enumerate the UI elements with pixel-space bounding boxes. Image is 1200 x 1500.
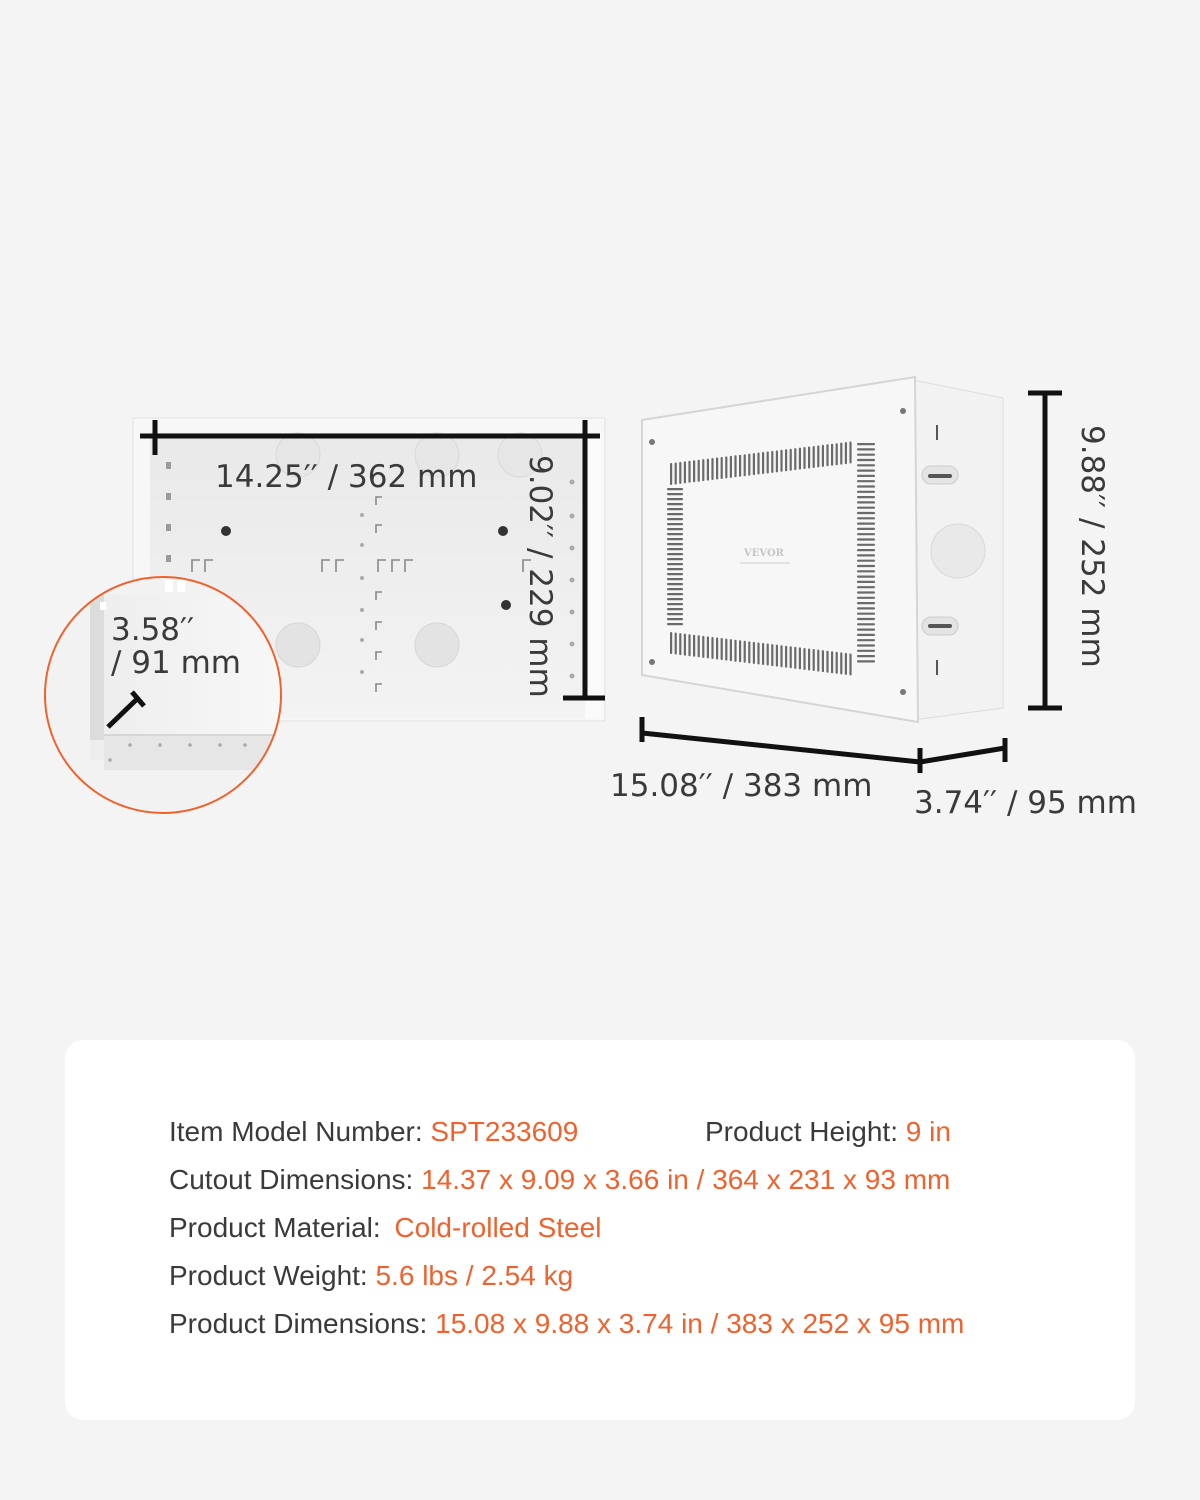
vent-slot bbox=[857, 660, 875, 662]
vent-slot bbox=[790, 449, 792, 471]
vent-slot bbox=[667, 573, 683, 575]
vent-slot bbox=[744, 454, 746, 476]
vent-slot bbox=[857, 443, 875, 445]
vent-slot bbox=[684, 634, 686, 656]
vent-slot bbox=[831, 444, 833, 466]
vent-slot bbox=[857, 475, 875, 477]
vent-slot bbox=[826, 444, 828, 466]
vent-slot bbox=[813, 649, 815, 671]
vent-slot bbox=[725, 639, 727, 661]
vent-slot bbox=[857, 655, 875, 657]
vent-slot bbox=[667, 523, 683, 525]
vent-slot bbox=[857, 591, 875, 593]
vent-slot bbox=[744, 641, 746, 663]
vent-slot bbox=[857, 485, 875, 487]
vent-slot bbox=[857, 629, 875, 631]
vent-slot bbox=[857, 544, 875, 546]
vent-slot bbox=[748, 454, 750, 476]
vent-slot bbox=[857, 512, 875, 514]
vent-slot bbox=[698, 460, 700, 482]
vent-slot bbox=[667, 513, 683, 515]
vent-slot bbox=[670, 463, 672, 485]
vent-slot bbox=[857, 549, 875, 551]
vent-slot bbox=[667, 493, 683, 495]
vent-slot bbox=[698, 635, 700, 657]
vent-slot bbox=[679, 462, 681, 484]
vent-slot bbox=[799, 647, 801, 669]
vent-slot bbox=[840, 652, 842, 674]
vent-slot bbox=[817, 650, 819, 672]
vent-slot bbox=[734, 640, 736, 662]
vent-slot bbox=[857, 480, 875, 482]
vent-slot bbox=[849, 653, 851, 675]
weight-label: Product Weight: bbox=[169, 1260, 368, 1291]
vent-slot bbox=[780, 450, 782, 472]
vent-slot bbox=[857, 634, 875, 636]
vent-slot bbox=[667, 588, 683, 590]
vent-slot bbox=[748, 641, 750, 663]
vent-slot bbox=[667, 613, 683, 615]
spec-row-weight bbox=[169, 1260, 573, 1292]
vent-slot bbox=[667, 568, 683, 570]
vent-slot bbox=[693, 460, 695, 482]
vent-slot bbox=[857, 501, 875, 503]
vent-slot bbox=[857, 650, 875, 652]
vent-slot bbox=[857, 491, 875, 493]
vent-slot bbox=[822, 445, 824, 467]
vent-slot bbox=[826, 651, 828, 673]
vent-slot bbox=[679, 633, 681, 655]
vent-slot bbox=[845, 653, 847, 675]
vent-slot bbox=[675, 633, 677, 655]
vent-slot bbox=[667, 528, 683, 530]
vent-slot bbox=[803, 648, 805, 670]
vent-slot bbox=[757, 642, 759, 664]
vent-slot bbox=[785, 646, 787, 668]
vent-slot bbox=[813, 446, 815, 468]
vent-slot bbox=[836, 443, 838, 465]
spec-row-height bbox=[705, 1116, 951, 1148]
vent-slot bbox=[667, 543, 683, 545]
vent-slot bbox=[667, 538, 683, 540]
vent-slot bbox=[794, 647, 796, 669]
vent-slot bbox=[730, 639, 732, 661]
vent-slot bbox=[675, 462, 677, 484]
cutout-label: Cutout Dimensions: bbox=[169, 1164, 414, 1195]
vent-slot bbox=[716, 638, 718, 660]
vent-slot bbox=[857, 507, 875, 509]
outer-depth-dimension-line bbox=[920, 738, 1005, 762]
vent-slot bbox=[857, 560, 875, 562]
vent-slot bbox=[725, 456, 727, 478]
height-label: Product Height: bbox=[705, 1116, 898, 1147]
vent-slot bbox=[688, 461, 690, 483]
vent-slot bbox=[857, 528, 875, 530]
vent-slot bbox=[857, 570, 875, 572]
spec-row-cutout bbox=[169, 1164, 950, 1196]
vent-slot bbox=[667, 498, 683, 500]
vent-slot bbox=[857, 581, 875, 583]
vent-slot bbox=[730, 456, 732, 478]
vent-slot bbox=[857, 533, 875, 535]
vent-slot bbox=[808, 447, 810, 469]
spec-row-material bbox=[169, 1212, 601, 1244]
vent-slot bbox=[667, 508, 683, 510]
vent-slot bbox=[753, 642, 755, 664]
vent-slot bbox=[799, 448, 801, 470]
vent-slot bbox=[716, 458, 718, 480]
vent-slot bbox=[857, 464, 875, 466]
vent-slot bbox=[667, 548, 683, 550]
vent-slot bbox=[757, 453, 759, 475]
closed-box-view bbox=[610, 377, 1137, 821]
outer-depth-label: 3.74′′ / 95 mm bbox=[914, 785, 1137, 821]
vent-slot bbox=[857, 597, 875, 599]
vent-slot bbox=[702, 459, 704, 481]
vent-slot bbox=[667, 533, 683, 535]
vent-slot bbox=[845, 442, 847, 464]
vent-slot bbox=[776, 645, 778, 667]
height-value: 9 in bbox=[905, 1116, 951, 1147]
vent-slot bbox=[857, 618, 875, 620]
vent-slot bbox=[857, 576, 875, 578]
vent-slot bbox=[667, 518, 683, 520]
vent-slot bbox=[857, 459, 875, 461]
vent-slot bbox=[721, 638, 723, 660]
vent-slot bbox=[857, 523, 875, 525]
vent-slot bbox=[857, 644, 875, 646]
vent-slot bbox=[711, 458, 713, 480]
outer-height-dimension-line bbox=[1028, 393, 1062, 708]
vent-slot bbox=[857, 586, 875, 588]
vent-slot bbox=[857, 538, 875, 540]
outer-height-label: 9.88′′ / 252 mm bbox=[1074, 425, 1110, 668]
vent-slot bbox=[785, 449, 787, 471]
material-value: Cold-rolled Steel bbox=[394, 1212, 602, 1243]
brand-logo: VEVOR bbox=[744, 548, 784, 559]
model-value: SPT233609 bbox=[430, 1116, 579, 1147]
outer-width-label: 15.08′′ / 383 mm bbox=[610, 768, 873, 804]
cutout-value: 14.37 x 9.09 x 3.66 in / 364 x 231 x 93 mm bbox=[421, 1164, 951, 1195]
vent-slot bbox=[667, 593, 683, 595]
vent-slot bbox=[831, 651, 833, 673]
vent-slot bbox=[667, 608, 683, 610]
vent-slot bbox=[667, 488, 683, 490]
vent-slot bbox=[739, 640, 741, 662]
vent-slot bbox=[857, 613, 875, 615]
weight-value: 5.6 lbs / 2.54 kg bbox=[375, 1260, 574, 1291]
vent-slot bbox=[776, 450, 778, 472]
vent-slot bbox=[667, 578, 683, 580]
vent-slot bbox=[739, 455, 741, 477]
spec-card bbox=[65, 1040, 1135, 1420]
vent-slot bbox=[840, 443, 842, 465]
vent-slot bbox=[767, 451, 769, 473]
vent-slot bbox=[688, 634, 690, 656]
dimensions-label: Product Dimensions: bbox=[169, 1308, 428, 1339]
vent-slot bbox=[857, 454, 875, 456]
vent-slot bbox=[684, 461, 686, 483]
spec-row-model bbox=[169, 1116, 578, 1148]
vent-slot bbox=[767, 644, 769, 666]
vent-slot bbox=[667, 623, 683, 625]
vent-slot bbox=[702, 636, 704, 658]
vent-slot bbox=[670, 632, 672, 654]
vent-slot bbox=[667, 603, 683, 605]
vent-slot bbox=[771, 644, 773, 666]
vent-slot bbox=[808, 649, 810, 671]
vent-slot bbox=[667, 618, 683, 620]
model-label: Item Model Number: bbox=[169, 1116, 423, 1147]
vent-slot bbox=[762, 452, 764, 474]
vent-slot bbox=[857, 470, 875, 472]
vent-slot bbox=[817, 445, 819, 467]
vent-slot bbox=[857, 517, 875, 519]
vent-slot bbox=[836, 652, 838, 674]
inner-depth-label-line1: 3.58′′ bbox=[111, 612, 195, 648]
inner-width-label: 14.25′′ / 362 mm bbox=[215, 459, 478, 495]
vent-slot bbox=[707, 459, 709, 481]
vent-slot bbox=[794, 448, 796, 470]
vent-slot bbox=[667, 558, 683, 560]
vent-slot bbox=[857, 554, 875, 556]
vent-slot bbox=[857, 623, 875, 625]
vent-slot bbox=[667, 563, 683, 565]
inner-depth-label-line2: / 91 mm bbox=[111, 645, 241, 681]
vent-slot bbox=[857, 607, 875, 609]
vent-slot bbox=[734, 455, 736, 477]
vent-slot bbox=[849, 442, 851, 464]
vent-slot bbox=[857, 602, 875, 604]
vent-slot bbox=[857, 496, 875, 498]
vent-slot bbox=[803, 447, 805, 469]
vent-slot bbox=[822, 650, 824, 672]
vent-slot bbox=[667, 583, 683, 585]
vent-slot bbox=[721, 457, 723, 479]
vent-slot bbox=[711, 637, 713, 659]
inner-height-label: 9.02′′ / 229 mm bbox=[522, 455, 558, 698]
outer-width-dimension-line bbox=[642, 717, 920, 773]
vent-slot bbox=[857, 565, 875, 567]
vent-slot bbox=[667, 553, 683, 555]
vent-slot bbox=[667, 598, 683, 600]
dimensions-value: 15.08 x 9.88 x 3.74 in / 383 x 252 x 95 mm bbox=[435, 1308, 965, 1339]
vent-slot bbox=[753, 453, 755, 475]
vent-slot bbox=[693, 635, 695, 657]
spec-row-dimensions bbox=[169, 1308, 964, 1340]
vent-slot bbox=[780, 645, 782, 667]
vent-slot bbox=[762, 643, 764, 665]
vent-slot bbox=[857, 639, 875, 641]
vent-slot bbox=[857, 448, 875, 450]
vent-slot bbox=[771, 451, 773, 473]
vent-slot bbox=[667, 503, 683, 505]
vent-slot bbox=[707, 636, 709, 658]
material-label: Product Material: bbox=[169, 1212, 381, 1243]
vent-slot bbox=[790, 646, 792, 668]
